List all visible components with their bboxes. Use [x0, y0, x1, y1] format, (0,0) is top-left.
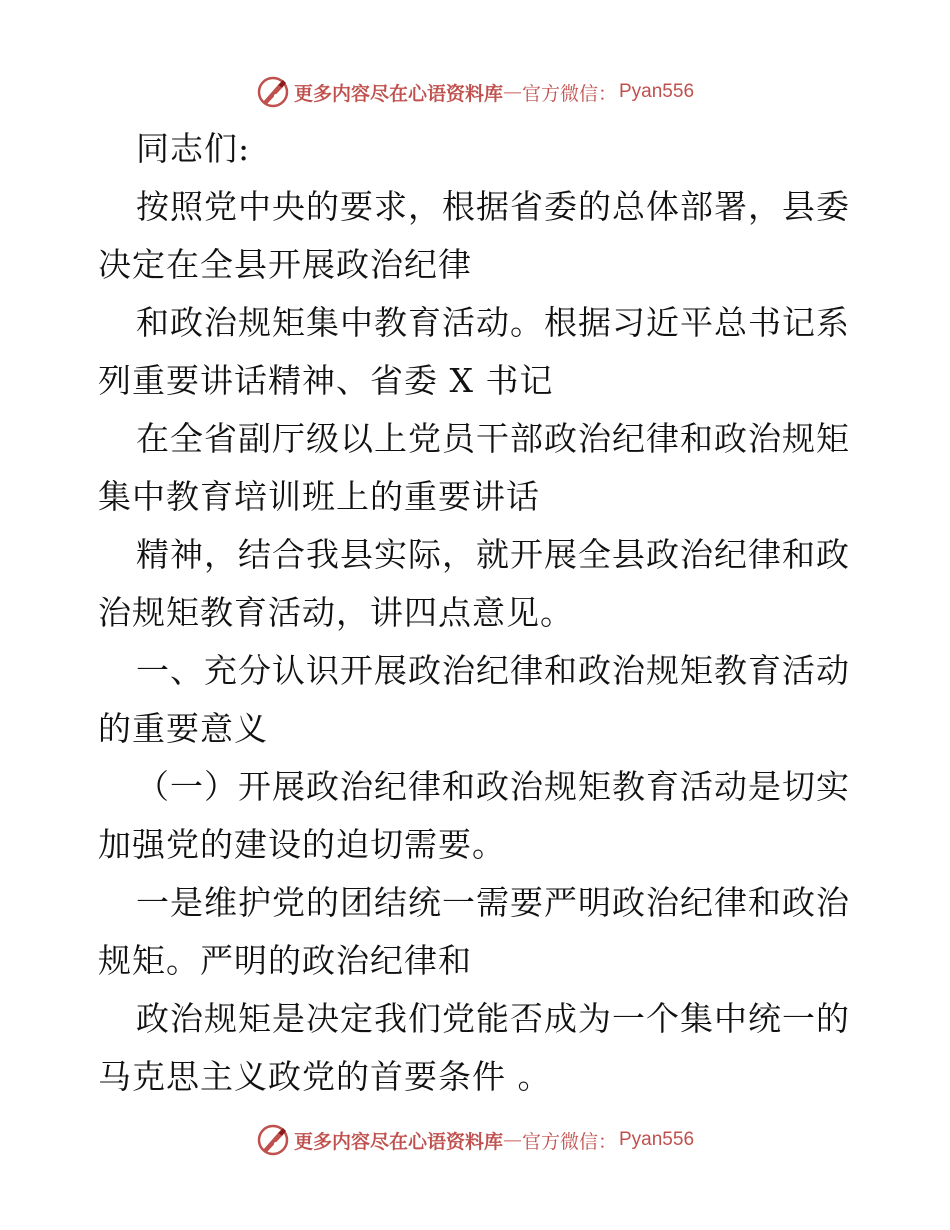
text-line: 政治规矩是决定我们党能否成为一个集中统一的 — [136, 999, 850, 1038]
banner-wechat-id: Pyan556 — [619, 1129, 695, 1150]
banner-main-text: 更多内容尽在心语资料库 — [293, 1130, 503, 1153]
text-line: 马克思主义政党的首要条件 。 — [98, 1057, 552, 1096]
text-line: 集中教育培训班上的重要讲话 — [98, 477, 540, 516]
section-heading-line: 的重要意义 — [98, 709, 268, 748]
text-line: 在全省副厅级以上党员干部政治纪律和政治规矩 — [136, 419, 850, 458]
banner-wechat-label: 官方微信： — [521, 82, 617, 105]
text-line: 按照党中央的要求，根据省委的总体部署，县委 — [136, 187, 850, 226]
text-line: 一是维护党的团结统一需要严明政治纪律和政治 — [136, 883, 850, 922]
pen-logo-icon — [256, 75, 290, 109]
banner-wechat-label: 官方微信： — [521, 1130, 617, 1153]
footer-banner — [0, 1120, 950, 1160]
text-line: 同志们: — [136, 129, 251, 168]
subsection-heading-line: （一）开展政治纪律和政治规矩教育活动是切实 — [136, 767, 850, 806]
pen-logo-icon — [256, 1123, 290, 1157]
section-heading-line: 一、充分认识开展政治纪律和政治规矩教育活动 — [136, 651, 850, 690]
header-banner — [0, 72, 950, 112]
text-line: 列重要讲话精神、省委 X 书记 — [98, 361, 554, 400]
banner-main-text: 更多内容尽在心语资料库 — [293, 82, 503, 105]
text-line: 治规矩教育活动，讲四点意见。 — [98, 593, 574, 632]
text-line: 精神，结合我县实际，就开展全县政治纪律和政 — [136, 535, 850, 574]
document-body — [98, 120, 858, 1106]
text-line: 和政治规矩集中教育活动。根据习近平总书记系 — [136, 303, 850, 342]
text-line: 规矩。严明的政治纪律和 — [98, 941, 472, 980]
banner-dash: — — [502, 81, 522, 103]
text-line: 决定在全县开展政治纪律 — [98, 245, 472, 284]
banner-dash: — — [502, 1129, 522, 1151]
banner-wechat-id: Pyan556 — [619, 81, 695, 102]
subsection-heading-line: 加强党的建设的迫切需要。 — [98, 825, 506, 864]
